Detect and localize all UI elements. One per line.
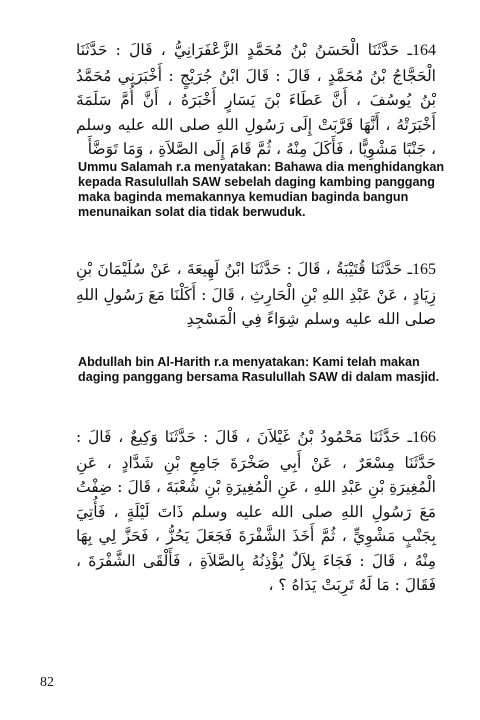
hadith-165-translation bbox=[78, 355, 440, 385]
hadith-165-arabic bbox=[76, 257, 436, 332]
hadith-164-arabic bbox=[76, 38, 436, 162]
translation-line: daging panggang bersama Rasulullah SAW di dalam masjid. bbox=[78, 370, 440, 384]
hadith-number: 166 bbox=[412, 429, 436, 446]
hadith-number: 165 bbox=[412, 261, 436, 278]
translation-line: Abdullah bin Al-Harith r.a menyatakan: Kami telah makan bbox=[78, 355, 420, 369]
hadith-number: 164 bbox=[412, 42, 436, 59]
hadith-166-arabic bbox=[76, 425, 436, 598]
hadith-164-translation bbox=[78, 160, 445, 220]
translation-line: kepada Rasulullah SAW sebelah daging kambing panggang bbox=[78, 175, 435, 189]
hadith-text: ـ حَدَّثَنَا مَحْمُودُ بْنُ غَيْلاَنَ ، قَالَ : حَدَّثَنَا وَكِيعٌ ، قَالَ : حَدَّثَنَا مِسْعَرٌ ، عَنْ أَبِي صَخْرَةَ جَامِعِ بْنِ شَدَّادٍ ، عَنِ الْمُغِيرَةِ بْنِ عَبْدِ اللهِ ، عَنِ الْمُغِيرَةِ بْنِ شُعْبَةَ ، قَالَ : ضِفْتُ مَعَ رَسُولِ اللهِ صلى الله عليه وسلم ذَاتَ لَيْلَةٍ ، فَأُتِيَ بِجَنْبٍ مَشْوِيٍّ ، ثُمَّ أَخَذَ الشَّفْرَةَ فَجَعَلَ يَحُزُّ ، فَحَزَّ لِي بِهَا مِنْهُ ، قَالَ : فَجَاءَ بِلاَلٌ يُؤْذِنُهُ بِالصَّلاَةِ ، فَأَلْقَى الشَّفْرَةَ ، فَقَالَ : مَا لَهُ تَرِبَتْ يَدَاهُ ؟ ، bbox=[76, 428, 436, 594]
hadith-text: ـ حَدَّثَنَا الْحَسَنُ بْنُ مُحَمَّدٍ الزَّعْفَرَانِيُّ ، قَالَ : حَدَّثَنَا الْحَجَّاجُ بْنُ مُحَمَّدٍ ، قَالَ : قَالَ ابْنُ جُرَيْجٍ : أَخْبَرَنِي مُحَمَّدُ بْنُ يُوسُفَ ، أَنَّ عَطَاءَ بْنَ يَسَارٍ أَخْبَرَهُ ، أَنَّ أُمَّ سَلَمَةَ أَخْبَرَتْهُ ، أَنَّهَا قَرَّبَتْ إِلَى رَسُولِ اللهِ صلى الله عليه وسلم ، جَنْبًا مَشْوِيًّا ، فَأَكَلَ مِنْهُ ، ثُمَّ قَامَ إِلَى الصَّلاَةِ ، وَمَا تَوَضَّأَ bbox=[76, 41, 436, 158]
translation-line: maka baginda memakannya kemudian baginda bangun bbox=[78, 190, 409, 204]
hadith-text: ـ حَدَّثَنَا قُتَيْبَةُ ، قَالَ : حَدَّثَنَا ابْنُ لَهِيعَةَ ، عَنْ سُلَيْمَانَ بْنِ زِيَادٍ ، عَنْ عَبْدِ اللهِ بْنِ الْحَارِثِ ، قَالَ : أَكَلْنَا مَعَ رَسُولِ اللهِ صلى الله عليه وسلم شِوَاءً فِي الْمَسْجِدِ bbox=[76, 260, 436, 328]
translation-line: menunaikan solat dia tidak berwuduk. bbox=[78, 205, 306, 219]
translation-line: Ummu Salamah r.a menyatakan: Bahawa dia menghidangkan bbox=[78, 160, 445, 174]
page-number: 82 bbox=[40, 675, 54, 690]
